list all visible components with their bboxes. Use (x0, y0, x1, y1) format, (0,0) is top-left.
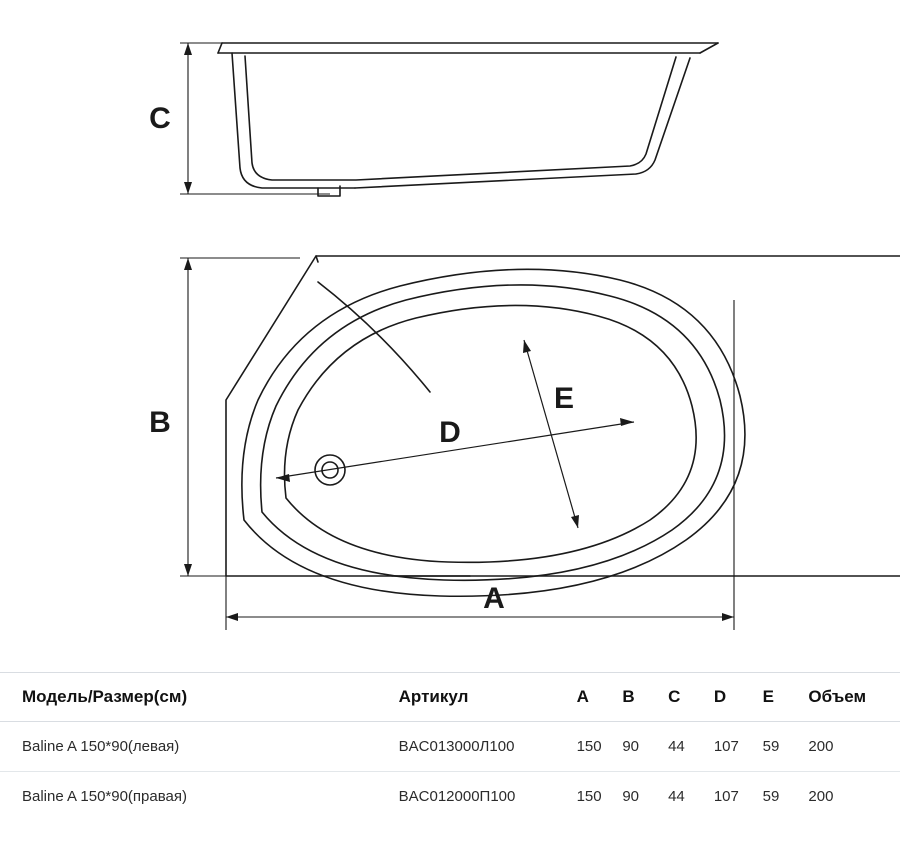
cell-article: BAC012000П100 (398, 788, 516, 805)
cell-b: 90 (622, 722, 668, 772)
dimension-label-e: E (553, 382, 575, 415)
dimension-b (180, 258, 300, 576)
dimension-label-b: B (149, 406, 171, 439)
cell-model: Baline A 150*90(левая) (0, 722, 399, 772)
dimension-label-a: A (483, 582, 505, 615)
cell-a: 150 (576, 788, 602, 805)
cell-b: 90 (622, 788, 640, 805)
cell-c: 44 (668, 788, 685, 805)
cell-d: 107 (714, 722, 763, 772)
header-article: Артикул (399, 673, 577, 722)
header-a: A (577, 673, 623, 722)
header-b: B (622, 673, 668, 722)
cell-e: 59 (762, 788, 780, 805)
table-header-row (0, 673, 900, 722)
cell-c: 44 (668, 722, 714, 772)
cell-article: BAC013000Л100 (399, 722, 577, 772)
cell-d: 107 (713, 788, 739, 805)
cell-model: Baline A 150*90(правая) (22, 788, 187, 805)
table-row (0, 722, 900, 772)
top-plan-view (226, 256, 900, 596)
side-elevation-view (218, 43, 718, 196)
header-e: E (763, 673, 809, 722)
table-row (0, 772, 900, 822)
dimension-e (523, 340, 579, 528)
header-volume: Объем (808, 673, 900, 722)
dimension-label-d: D (439, 416, 461, 449)
specifications-table (0, 672, 900, 821)
cell-a: 150 (577, 722, 623, 772)
header-c: C (668, 673, 714, 722)
cell-volume: 200 (808, 788, 834, 805)
dimension-label-c: C (149, 102, 171, 135)
cell-e: 59 (763, 722, 809, 772)
header-model: Модель/Размер(см) (0, 673, 399, 722)
header-d: D (714, 673, 763, 722)
cell-volume: 200 (808, 722, 900, 772)
